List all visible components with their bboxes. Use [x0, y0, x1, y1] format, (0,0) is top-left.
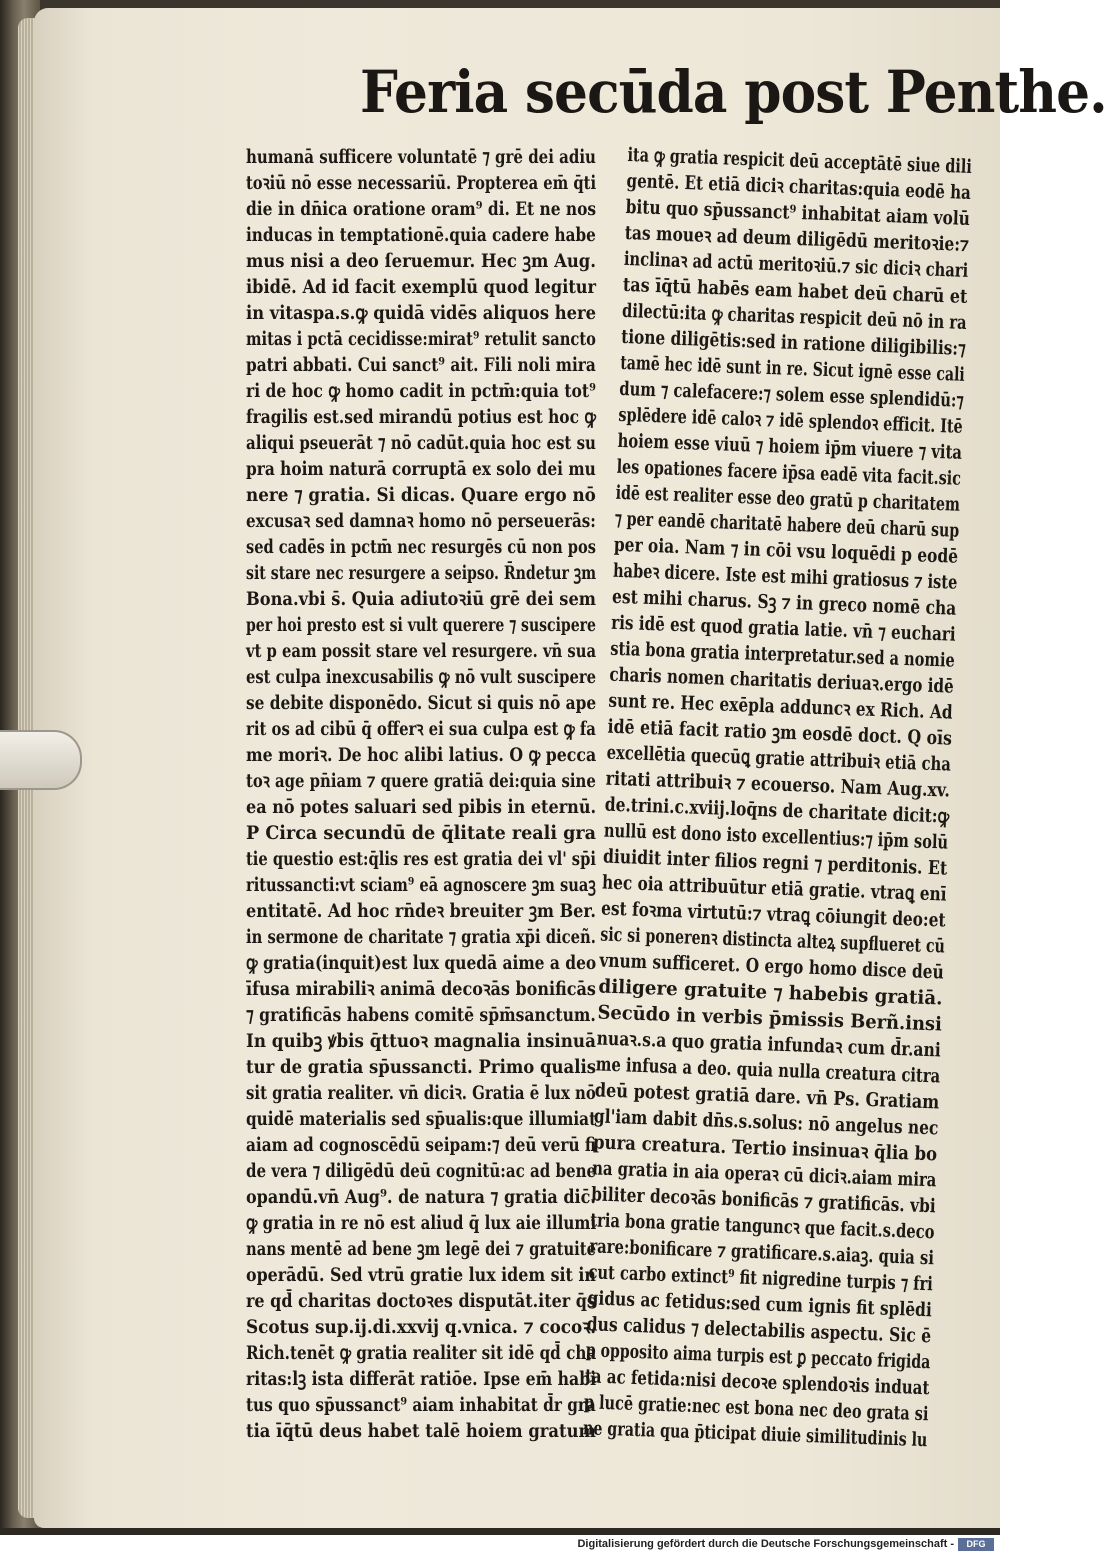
- text-line: tur de gratia sp̄ussancti. Primo qualis: [246, 1056, 597, 1078]
- text-line: quidē materialis sed sp̄ualis:que illumiat: [246, 1108, 597, 1130]
- text-line: ita ꝙ gratia respicit deū acceptātē siue dili: [627, 143, 973, 179]
- text-line: ritussancti:vt sciam⁹ eā agnoscere ꝫm suaꝫ: [246, 874, 596, 896]
- text-line: Bona.vbi s̄. Quia adiutoꝛiū grē dei sem: [246, 588, 597, 610]
- text-line: inclinaꝛ ad actū meritoꝛiū.⁊ sic diciꝛ chari: [623, 247, 969, 282]
- text-line: ri de hoc ꝙ homo cadit in pctm̄:quia tot⁹: [246, 380, 596, 402]
- text-line: tione diligētis:sed in ratione diligibilis:⁊: [620, 325, 967, 360]
- text-line: re qd̄ charitas doctoꝛes disputāt.iter q̄s: [246, 1290, 596, 1312]
- text-line: sunt re. Hec exēpla adduncꝛ ex Rich. Ad: [608, 689, 953, 724]
- text-line: excellētia quecūꝗ gratie attribuiꝛ etiā cha: [606, 741, 952, 776]
- text-line: les opationes facere ip̄sa eadē vita facit.sic: [616, 455, 962, 490]
- text-line: tria bona gratie tanguncꝛ que facit.s.deco: [589, 1209, 935, 1244]
- text-line: tie questio est:q̄lis res est gratia dei vl' sp̄i: [246, 848, 596, 870]
- text-line: patri abbati. Cui sanct⁹ ait. Fili noli mira: [246, 354, 596, 376]
- text-line: na gratia in aia operaꝛ cū diciꝛ.aiam mira: [591, 1157, 937, 1192]
- text-line: humanā sufficere voluntatē ⁊ grē dei adiu: [246, 146, 596, 168]
- text-line: me moriꝛ. De hoc alibi latius. O ꝙ pecca: [246, 744, 597, 766]
- text-line: ne gratia qua p̄ticipat diuie similitudinis lu: [582, 1417, 928, 1452]
- text-line: cut carbo extinct⁹ fit nigredine turpis ⁊ fri: [588, 1261, 934, 1296]
- text-line: per hoi presto est si vult querere ⁊ suscipere: [246, 614, 596, 636]
- text-line: nullū est dono isto excellentius:⁊ ip̄m solū: [603, 819, 949, 854]
- text-line: die in dn̄ica oratione oram⁹ di. Et ne nos: [246, 198, 597, 220]
- text-line: operādū. Sed vtrū gratie lux idem sit in: [246, 1264, 596, 1286]
- text-line: diligere gratuite ⁊ habebis gratiā.: [598, 975, 943, 1010]
- text-line: dilectū:ita ꝙ charitas respicit deū nō in ra: [621, 299, 967, 334]
- text-line: nans mentē ad bene ꝫm legē dei ⁊ gratuite: [246, 1238, 596, 1260]
- text-line: diuidit inter filios regni ⁊ perditonis. Et: [602, 845, 948, 880]
- text-line: Rich.tenēt ꝙ gratia realiter sit idē qd̄ cha: [246, 1342, 597, 1364]
- text-line: entitatē. Ad hoc rn̄deꝛ breuiter ꝫm Ber.: [246, 900, 596, 922]
- text-line: opandū.vn̄ Aug⁹. de natura ⁊ gratia dic̄.: [246, 1186, 596, 1208]
- footer-bar: [0, 1535, 1000, 1555]
- dfg-logo: DFG: [958, 1538, 994, 1551]
- right-text-column: [583, 142, 980, 1453]
- text-line: hoiem esse viuū ⁊ hoiem ip̄m viuere ⁊ vita: [617, 429, 963, 464]
- text-line: sit stare nec resurgere a seipso. R̄ndetur ꝫm: [246, 562, 597, 584]
- bottom-shadow: [0, 1528, 1000, 1535]
- text-line: idē etiā facit ratio ꝫm eosdē doct. Q oīs: [607, 715, 953, 750]
- text-line: bitu quo sp̄ussanct⁹ inhabitat aiam volū: [625, 195, 971, 230]
- text-line: mitas i pctā cecidisse:mirat⁹ retulit sancto: [246, 328, 596, 350]
- text-line: inducas in temptationē.quia cadere habe: [246, 224, 596, 246]
- text-line: ritati attribuiꝛ ⁊ ecouerso. Nam Aug.xv.: [605, 767, 951, 802]
- text-line: ꝙ gratia in re nō est aliud q̄ lux aie illumi: [246, 1212, 597, 1234]
- text-line: tas īq̄tū habēs eam habet deū charū et: [622, 273, 968, 308]
- text-line: ꝙ gratia(inquit)est lux quedā aime a deo: [246, 952, 597, 974]
- text-line: sic si ponerenꝛ distincta alteꝝ supflueret cū: [599, 923, 946, 958]
- text-line: de.trini.c.xviij.loq̄ns de charitate dicit:ꝙ: [604, 793, 950, 828]
- text-line: charis nomen charitatis deriuaꝛ.ergo idē: [609, 663, 955, 698]
- text-line: biliter decoꝛās bonificās ⁊ gratificās. vbi: [590, 1183, 937, 1218]
- text-line: per oia. Nam ⁊ in cōi vsu loquēdi p eodē: [613, 533, 959, 568]
- text-line: ritas:lꝫ ista differāt ratiōe. Ipse em̄ habi: [246, 1368, 597, 1390]
- text-line: rit os ad cibū q̄ offerꝛ ei sua culpa est ꝙ fa: [246, 718, 596, 740]
- text-line: nuaꝛ.s.a quo gratia infundaꝛ cum d̄r.ani: [596, 1027, 942, 1062]
- text-line: est culpa inexcusabilis ꝙ nō vult suscipere: [246, 666, 596, 688]
- text-line: Scotus sup.ij.di.xxvij q.vnica. ⁊ cocoꝛ.: [246, 1316, 597, 1338]
- text-line: excusaꝛ sed damnaꝛ homo nō perseuerās:: [246, 510, 596, 532]
- text-line: habeꝛ dicere. Iste est mihi gratiosus ⁊ iste: [612, 559, 958, 594]
- text-line: In quibꝫ ꝟbis q̄ttuoꝛ magnalia insinuā: [246, 1030, 596, 1052]
- text-line: sit gratia realiter. vn̄ diciꝛ. Gratia ē lux nō: [246, 1082, 596, 1104]
- text-line: stia bona gratia interpretatur.sed a nomie: [609, 637, 956, 672]
- text-line: gl'iam dabit dn̄s.s.solus: nō angelus nec: [593, 1105, 939, 1140]
- text-line: gidus ac fetidus:sed cum ignis fit splēdi: [587, 1287, 933, 1322]
- text-line: ta ac fetida:nisi decoꝛe splendoꝛis induat: [584, 1365, 930, 1400]
- text-line: nere ⁊ gratia. Si dicas. Quare ergo nō: [246, 484, 596, 506]
- text-line: toꝛ age pn̄iam ⁊ quere gratiā dei:quia sine: [246, 770, 596, 792]
- text-line: ⁊ gratificās habens comitē sp̄m̄sanctum.: [246, 1004, 596, 1026]
- text-line: est mihi charus. Sꝫ ⁊ in greco nomē cha: [611, 585, 957, 620]
- text-line: in sermone de charitate ⁊ gratia xp̄i diceñ.: [246, 926, 596, 948]
- page-heading: Feria secūda post Penthe.: [360, 58, 1107, 126]
- text-line: me infusa a deo. quia nulla creatura citra: [595, 1053, 941, 1088]
- text-line: ea nō potes saluari sed pibis in eternū.: [246, 796, 597, 818]
- text-line: de vera ⁊ diligēdū deū cognitū:ac ad bene: [246, 1160, 597, 1182]
- text-line: pura creatura. Tertio insinuaꝛ q̄lia bo: [592, 1131, 938, 1166]
- text-line: dus calidus ⁊ delectabilis aspectu. Sic ē: [586, 1313, 932, 1348]
- text-line: est foꝛma virtutū:⁊ vtraꝗ cōiungit deo:et: [600, 897, 946, 932]
- text-line: p opposito aima turpis est ꝑ peccato frigida: [585, 1339, 931, 1374]
- text-line: deū potest gratiā dare. vn̄ Ps. Gratiam: [594, 1079, 940, 1114]
- footer-credit: Digitalisierung gefördert durch die Deutsche Forschungsgemeinschaft -: [577, 1538, 954, 1550]
- text-line: tas moueꝛ ad deum diligēdū meritoꝛie:⁊: [624, 221, 970, 256]
- text-line: aiam ad cognoscēdū seipam:⁊ deū verū fi: [246, 1134, 597, 1156]
- text-line: sed cadēs in pctm̄ nec resurgēs cū non pos: [246, 536, 596, 558]
- text-line: se debite disponēdo. Sicut si quis nō ape: [246, 692, 597, 714]
- text-line: tus quo sp̄ussanct⁹ aiam inhabitat d̄r gra: [246, 1394, 596, 1416]
- text-line: ⁊ per eandē charitatē habere deū charū sup: [614, 507, 960, 542]
- text-line: P Circa secundū de q̄litate reali gra: [246, 822, 597, 844]
- text-line: dum ⁊ calefacere:⁊ solem esse splendidū:⁊: [618, 377, 965, 412]
- text-line: gentē. Et etiā diciꝛ charitas:quia eodē ha: [626, 169, 972, 204]
- text-line: hec oia attribuūtur etiā gratie. vtraꝗ enī: [601, 871, 947, 906]
- text-line: splēdere idē caloꝛ ⁊ idē splendoꝛ efficit. Itē: [618, 403, 964, 438]
- text-line: idē est realiter esse deo gratū p charitatem: [615, 481, 961, 516]
- text-line: Secūdo in verbis p̄missis Berñ.insi: [597, 1001, 943, 1036]
- left-text-column: [246, 144, 606, 1444]
- text-line: fragilis est.sed mirandū potius est hoc ꝙ: [246, 406, 596, 428]
- text-line: toꝛiū nō esse necessariū. Propterea em̄ q̄ti: [246, 172, 597, 194]
- text-line: tamē hec idē sunt in re. Sicut ignē esse cali: [619, 351, 966, 386]
- text-line: ibidē. Ad id facit exemplū quod legitur: [246, 276, 597, 298]
- text-line: īfusa mirabiliꝛ animā decoꝛās bonificās: [246, 978, 596, 1000]
- text-line: vnum sufficeret. O ergo homo disce deū: [599, 949, 945, 984]
- text-line: ris idē est quod gratia latie. vn̄ ⁊ euchari: [610, 611, 957, 646]
- text-line: mus nisi a deo ſeruemur. Hec ꝫm Aug.: [246, 250, 596, 272]
- text-line: tia īq̄tū deus habet talē hoiem gratum: [246, 1420, 596, 1442]
- text-line: pra hoim naturā corruptā ex solo dei mu: [246, 458, 596, 480]
- text-line: vt p eam possit stare vel resurgere. vn̄ sua: [246, 640, 597, 662]
- bookmark-tab: [0, 730, 82, 790]
- text-line: p lucē gratie:nec est bona nec deo grata si: [583, 1391, 929, 1426]
- text-line: aliqui pseuerāt ⁊ nō cadūt.quia hoc est su: [246, 432, 596, 454]
- text-line: rare:bonificare ⁊ gratificare.s.aiaꝫ. quia si: [589, 1235, 935, 1270]
- text-line: in vitaspa.s.ꝙ quidā vidēs aliquos here: [246, 302, 596, 324]
